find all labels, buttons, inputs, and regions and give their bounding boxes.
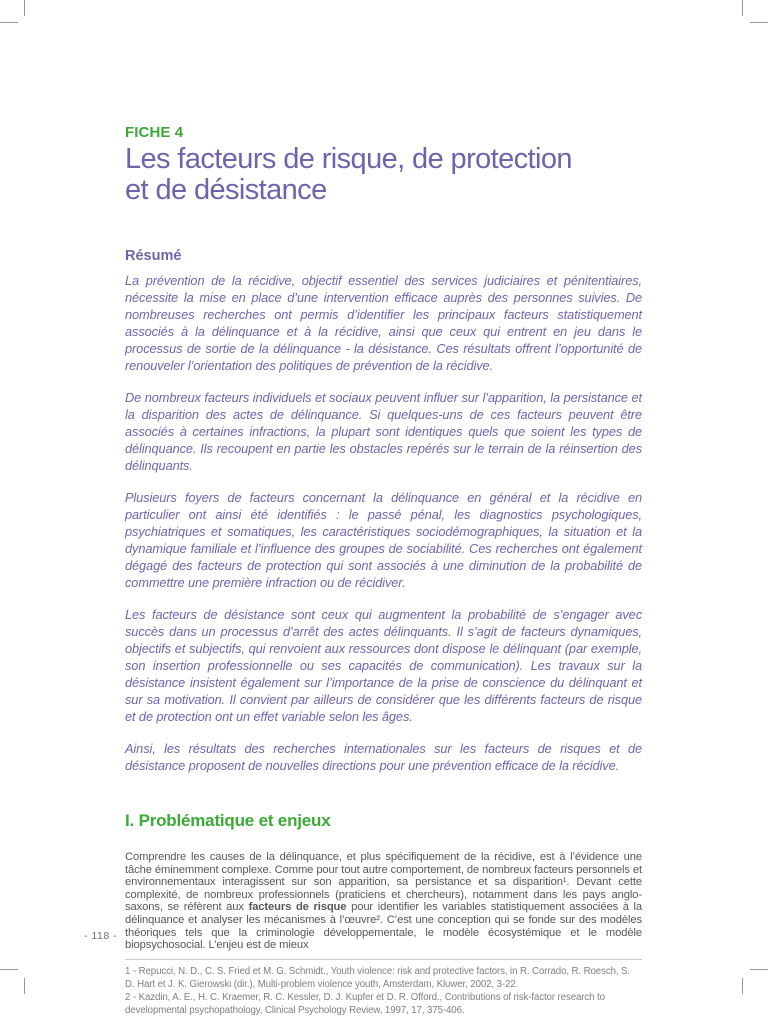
body-text-before-bold: Comprendre les causes de la délinquance, et plus spécifiquement de la récidive, est à l’évidence une tâche éminemment complexe. Comme pour tout autre comportement, de nombreux facteurs personnels et environnementaux interagissent sur son apparition, sa persistance et sa disparition¹. Devant cette complexité, de nombreux professionnels (praticiens et chercheurs), notamment dans les pays anglo-saxons, se réfèrent aux [125,851,642,914]
body-text-after-bold: pour identifier les variables statistiquement associées à la délinquance et analyser les mécanismes à l’œuvre². C’est une conception qui se fonde sur des modèles théoriques tels que la criminologie développementale, le modèle écosystémique et le modèle biopsychosocial. L’enjeu est de mieux [125,901,642,952]
page-title-line-2: et de désistance [125,174,327,206]
body-text-bold-facteurs-de-risque: facteurs de risque [248,901,347,914]
crop-mark-top-right-horizontal [750,22,768,23]
crop-mark-top-left-horizontal [0,22,18,23]
page-number: - 118 - [84,930,118,942]
footnote-1: 1 - Repucci, N. D., C. S. Fried et M. G. Schmidt., Youth violence: risk and protective factors, in R. Corrado, R. Roesch, S. D. Hart et J. K. Gierowski (dir.), Multi-problem violence youth, Amsterdam, Kluwer, 2002, 3-22. [125,965,631,990]
resume-paragraph-5: Ainsi, les résultats des recherches internationales sur les facteurs de risques et de désistance proposent de nouvelles directions pour une prévention efficace de la récidive. [125,741,642,773]
crop-mark-bottom-left-horizontal [0,969,18,970]
crop-mark-top-right-vertical [742,0,743,16]
footnote-divider [125,959,642,960]
section-body-paragraph [125,851,642,952]
resume-section [125,248,642,774]
page-content [125,0,642,1017]
resume-paragraph-3: Plusieurs foyers de facteurs concernant la délinquance en général et la récidive en particulier ont ainsi été identifiés : le passé pénal, les diagnostics psychologiques, psychiatriques et somatiques, les caractéristiques sociodémographiques, la situation et la dynamique familiale et l’influence des groupes de sociabilité. Ces recherches ont également dégagé des facteurs de protection qui sont associés à une diminution de la probabilité de commettre une première infraction ou de récidiver. [125,490,642,590]
fiche-number-label: FICHE 4 [125,124,184,141]
resume-heading: Résumé [125,248,182,264]
resume-paragraph-4: Les facteurs de désistance sont ceux qui augmentent la probabilité de s’engager avec succès dans un processus d’arrêt des actes délinquants. Il s’agit de facteurs dynamiques, objectifs et subjectifs, qui renvoient aux ressources dont dispose le délinquant (par exemple, son insertion professionnelle ou ses capacités de communication). Les travaux sur la désistance insistent également sur l’importance de la prise de conscience du délinquant et sur sa motivation. Il convient par ailleurs de considérer que les différents facteurs de risque et de protection ont un effet variable selon les âges. [125,607,642,724]
page-title [125,144,642,206]
crop-mark-bottom-right-vertical [742,978,743,994]
footnotes-section [125,965,642,1017]
crop-mark-top-left-vertical [24,0,25,16]
resume-paragraph-1: La prévention de la récidive, objectif essentiel des services judiciaires et pénitentiaires, nécessite la mise en place d’une intervention efficace auprès des personnes suivies. De nombreuses recherches ont permis d’identifier les principaux facteurs statistiquement associés à la délinquance et à la récidive, ainsi que ceux qui entrent en jeu dans le processus de sortie de la délinquance - la désistance. Ces résultats offrent l’opportunité de renouveler l’orientation des politiques de prévention de la récidive. [125,273,642,373]
crop-mark-bottom-right-horizontal [750,969,768,970]
crop-mark-bottom-left-vertical [24,978,25,994]
resume-paragraph-2: De nombreux facteurs individuels et sociaux peuvent influer sur l’apparition, la persistance et la disparition des actes de délinquance. Si quelques-uns de ces facteurs peuvent être associés à certaines infractions, la plupart sont identiques quels que soient les types de délinquance. Ils recoupent en partie les obstacles repérés sur le terrain de la réinsertion des délinquants. [125,390,642,473]
section-heading-problematique: I. Problématique et enjeux [125,811,331,830]
footnote-2: 2 - Kazdin, A. E., H. C. Kraemer, R. C. Kessler, D. J. Kupfer et D. R. Offord., Contributions of risk-factor research to developmental psychopathology, Clinical Psychology Review, 1997, 17, 375-406. [125,991,605,1016]
page-title-line-1: Les facteurs de risque, de protection [125,143,572,175]
